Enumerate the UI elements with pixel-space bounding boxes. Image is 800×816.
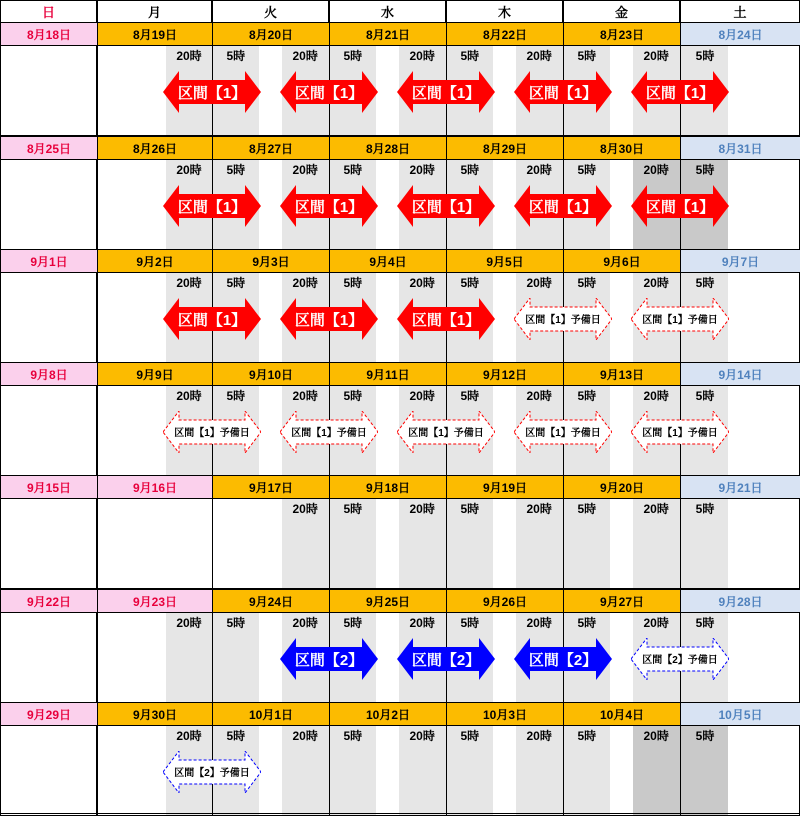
reserve-day-arrow — [397, 411, 495, 453]
time-label-20: 20時 — [176, 49, 202, 63]
time-label-5: 5時 — [577, 502, 597, 516]
time-label-20: 20時 — [292, 49, 318, 63]
section-arrow — [397, 71, 495, 113]
section-arrow — [397, 185, 495, 227]
arrow-label: 区間【2】予備日 — [174, 768, 250, 779]
date-cell: 8月26日 — [97, 136, 213, 160]
day-cell — [0, 385, 97, 476]
date-cell: 9月23日 — [97, 589, 213, 613]
time-label-20: 20時 — [409, 276, 435, 290]
time-label-20: 20時 — [643, 276, 669, 290]
reserve-day-arrow — [280, 411, 378, 453]
day-cell — [0, 612, 97, 703]
arrow-label: 区間【1】 — [411, 199, 481, 216]
time-label-20: 20時 — [409, 163, 435, 177]
section-arrow — [397, 638, 495, 680]
arrow-label: 区間【1】予備日 — [408, 428, 484, 439]
time-label-5: 5時 — [460, 49, 480, 63]
date-cell: 9月14日 — [680, 362, 800, 386]
date-cell: 9月6日 — [563, 249, 681, 273]
weekday-header: 日 — [0, 0, 97, 23]
time-label-5: 5時 — [460, 163, 480, 177]
date-cell: 9月2日 — [97, 249, 213, 273]
date-cell: 9月18日 — [329, 475, 447, 499]
day-cell — [0, 159, 97, 250]
time-label-20: 20時 — [409, 502, 435, 516]
time-label-20: 20時 — [292, 163, 318, 177]
date-cell: 9月3日 — [212, 249, 330, 273]
arrow-label: 区間【1】 — [645, 199, 715, 216]
section-arrow — [163, 298, 261, 340]
time-label-5: 5時 — [343, 276, 363, 290]
date-cell: 9月28日 — [680, 589, 800, 613]
time-label-20: 20時 — [409, 729, 435, 743]
reserve-day-arrow — [631, 411, 729, 453]
arrow-label: 区間【1】 — [411, 85, 481, 102]
date-cell: 9月1日 — [0, 249, 98, 273]
reserve-day-arrow — [163, 751, 261, 793]
time-label-20: 20時 — [526, 163, 552, 177]
date-cell: 9月22日 — [0, 589, 98, 613]
section-arrow — [514, 638, 612, 680]
date-cell: 10月4日 — [563, 702, 681, 726]
date-cell: 9月29日 — [0, 702, 98, 726]
arrow-label: 区間【1】 — [528, 85, 598, 102]
weekday-header: 火 — [212, 0, 329, 23]
arrow-label: 区間【1】 — [411, 312, 481, 329]
date-cell: 9月25日 — [329, 589, 447, 613]
time-label-20: 20時 — [292, 276, 318, 290]
date-cell: 9月19日 — [446, 475, 564, 499]
time-label-5: 5時 — [577, 276, 597, 290]
weekday-header: 土 — [680, 0, 800, 23]
arrow-label: 区間【1】予備日 — [174, 428, 250, 439]
time-label-20: 20時 — [643, 389, 669, 403]
day-divider — [680, 725, 681, 815]
day-cell — [0, 725, 97, 816]
date-cell: 9月24日 — [212, 589, 330, 613]
day-cell — [97, 498, 212, 589]
time-label-20: 20時 — [526, 389, 552, 403]
arrow-label: 区間【2】予備日 — [642, 655, 718, 666]
time-label-5: 5時 — [226, 616, 246, 630]
date-cell: 8月29日 — [446, 136, 564, 160]
weekday-header: 月 — [97, 0, 212, 23]
section-arrow — [163, 185, 261, 227]
date-cell: 9月12日 — [446, 362, 564, 386]
date-cell: 9月7日 — [680, 249, 800, 273]
time-label-5: 5時 — [226, 389, 246, 403]
time-label-5: 5時 — [695, 163, 715, 177]
date-cell: 8月31日 — [680, 136, 800, 160]
section-arrow — [280, 71, 378, 113]
arrow-label: 区間【1】予備日 — [642, 428, 718, 439]
time-label-5: 5時 — [460, 729, 480, 743]
time-label-5: 5時 — [460, 502, 480, 516]
arrow-label: 区間【1】 — [177, 199, 247, 216]
time-label-5: 5時 — [695, 389, 715, 403]
date-cell: 8月20日 — [212, 22, 330, 46]
time-label-20: 20時 — [526, 616, 552, 630]
reserve-day-arrow — [514, 298, 612, 340]
time-label-5: 5時 — [695, 502, 715, 516]
date-cell: 8月22日 — [446, 22, 564, 46]
arrow-label: 区間【2】 — [294, 652, 364, 669]
time-label-20: 20時 — [643, 616, 669, 630]
time-label-5: 5時 — [343, 163, 363, 177]
time-label-20: 20時 — [176, 616, 202, 630]
reserve-day-arrow — [514, 411, 612, 453]
time-label-5: 5時 — [695, 616, 715, 630]
time-label-20: 20時 — [409, 616, 435, 630]
time-label-5: 5時 — [343, 616, 363, 630]
time-label-5: 5時 — [577, 389, 597, 403]
time-label-20: 20時 — [292, 616, 318, 630]
time-label-5: 5時 — [226, 49, 246, 63]
day-cell — [0, 272, 97, 363]
time-label-5: 5時 — [460, 389, 480, 403]
time-label-20: 20時 — [643, 163, 669, 177]
time-label-20: 20時 — [292, 729, 318, 743]
date-cell: 9月8日 — [0, 362, 98, 386]
day-cell — [0, 45, 97, 136]
weekday-header: 木 — [446, 0, 563, 23]
section-arrow — [280, 298, 378, 340]
arrow-label: 区間【1】予備日 — [525, 428, 601, 439]
date-cell: 9月16日 — [97, 475, 213, 499]
date-cell: 10月5日 — [680, 702, 800, 726]
date-cell: 9月5日 — [446, 249, 564, 273]
time-label-20: 20時 — [526, 729, 552, 743]
arrow-label: 区間【1】 — [177, 312, 247, 329]
section-arrow — [280, 185, 378, 227]
time-label-5: 5時 — [343, 389, 363, 403]
time-label-20: 20時 — [643, 729, 669, 743]
reserve-day-arrow — [631, 638, 729, 680]
day-cell — [0, 498, 97, 589]
time-label-20: 20時 — [176, 389, 202, 403]
time-label-5: 5時 — [695, 729, 715, 743]
arrow-label: 区間【1】予備日 — [642, 315, 718, 326]
date-cell: 9月13日 — [563, 362, 681, 386]
date-cell: 9月27日 — [563, 589, 681, 613]
date-cell: 9月21日 — [680, 475, 800, 499]
time-label-5: 5時 — [343, 502, 363, 516]
time-label-20: 20時 — [643, 502, 669, 516]
arrow-label: 区間【1】 — [645, 85, 715, 102]
time-label-5: 5時 — [460, 616, 480, 630]
time-label-5: 5時 — [695, 276, 715, 290]
time-label-20: 20時 — [292, 389, 318, 403]
day-divider — [680, 498, 681, 588]
time-label-5: 5時 — [577, 163, 597, 177]
date-cell: 10月1日 — [212, 702, 330, 726]
time-label-20: 20時 — [176, 163, 202, 177]
time-label-5: 5時 — [460, 276, 480, 290]
section-arrow — [514, 185, 612, 227]
date-cell: 8月27日 — [212, 136, 330, 160]
arrow-label: 区間【1】 — [528, 199, 598, 216]
time-label-5: 5時 — [343, 49, 363, 63]
arrow-label: 区間【1】 — [177, 85, 247, 102]
time-label-5: 5時 — [343, 729, 363, 743]
section-arrow — [631, 71, 729, 113]
arrow-label: 区間【2】 — [528, 652, 598, 669]
arrow-label: 区間【2】 — [411, 652, 481, 669]
section-arrow — [280, 638, 378, 680]
date-cell: 8月28日 — [329, 136, 447, 160]
time-label-5: 5時 — [577, 616, 597, 630]
weekday-header: 水 — [329, 0, 446, 23]
date-cell: 9月11日 — [329, 362, 447, 386]
date-cell: 8月19日 — [97, 22, 213, 46]
time-label-5: 5時 — [695, 49, 715, 63]
arrow-label: 区間【1】 — [294, 199, 364, 216]
date-cell: 9月17日 — [212, 475, 330, 499]
section-arrow — [163, 71, 261, 113]
reserve-day-arrow — [631, 298, 729, 340]
arrow-label: 区間【1】 — [294, 312, 364, 329]
date-cell: 9月30日 — [97, 702, 213, 726]
time-label-20: 20時 — [526, 502, 552, 516]
section-arrow — [514, 71, 612, 113]
arrow-label: 区間【1】 — [294, 85, 364, 102]
section-arrow — [631, 185, 729, 227]
date-cell: 8月30日 — [563, 136, 681, 160]
arrow-label: 区間【1】予備日 — [525, 315, 601, 326]
date-cell: 8月25日 — [0, 136, 98, 160]
date-cell: 10月2日 — [329, 702, 447, 726]
date-cell: 8月24日 — [680, 22, 800, 46]
date-cell: 8月21日 — [329, 22, 447, 46]
date-cell: 8月23日 — [563, 22, 681, 46]
section-arrow — [397, 298, 495, 340]
date-cell: 9月10日 — [212, 362, 330, 386]
date-cell: 9月9日 — [97, 362, 213, 386]
time-label-20: 20時 — [409, 389, 435, 403]
time-label-5: 5時 — [577, 729, 597, 743]
reserve-day-arrow — [163, 411, 261, 453]
arrow-label: 区間【1】予備日 — [291, 428, 367, 439]
time-label-5: 5時 — [226, 163, 246, 177]
time-label-5: 5時 — [226, 276, 246, 290]
time-label-20: 20時 — [176, 276, 202, 290]
time-label-20: 20時 — [176, 729, 202, 743]
time-label-20: 20時 — [526, 49, 552, 63]
weekday-header: 金 — [563, 0, 680, 23]
date-cell: 9月26日 — [446, 589, 564, 613]
day-divider — [212, 498, 213, 588]
date-cell: 8月18日 — [0, 22, 98, 46]
time-label-20: 20時 — [526, 276, 552, 290]
time-label-5: 5時 — [577, 49, 597, 63]
time-label-5: 5時 — [226, 729, 246, 743]
date-cell: 10月3日 — [446, 702, 564, 726]
time-label-20: 20時 — [643, 49, 669, 63]
time-label-20: 20時 — [409, 49, 435, 63]
time-label-20: 20時 — [292, 502, 318, 516]
date-cell: 9月20日 — [563, 475, 681, 499]
date-cell: 9月4日 — [329, 249, 447, 273]
date-cell: 9月15日 — [0, 475, 98, 499]
